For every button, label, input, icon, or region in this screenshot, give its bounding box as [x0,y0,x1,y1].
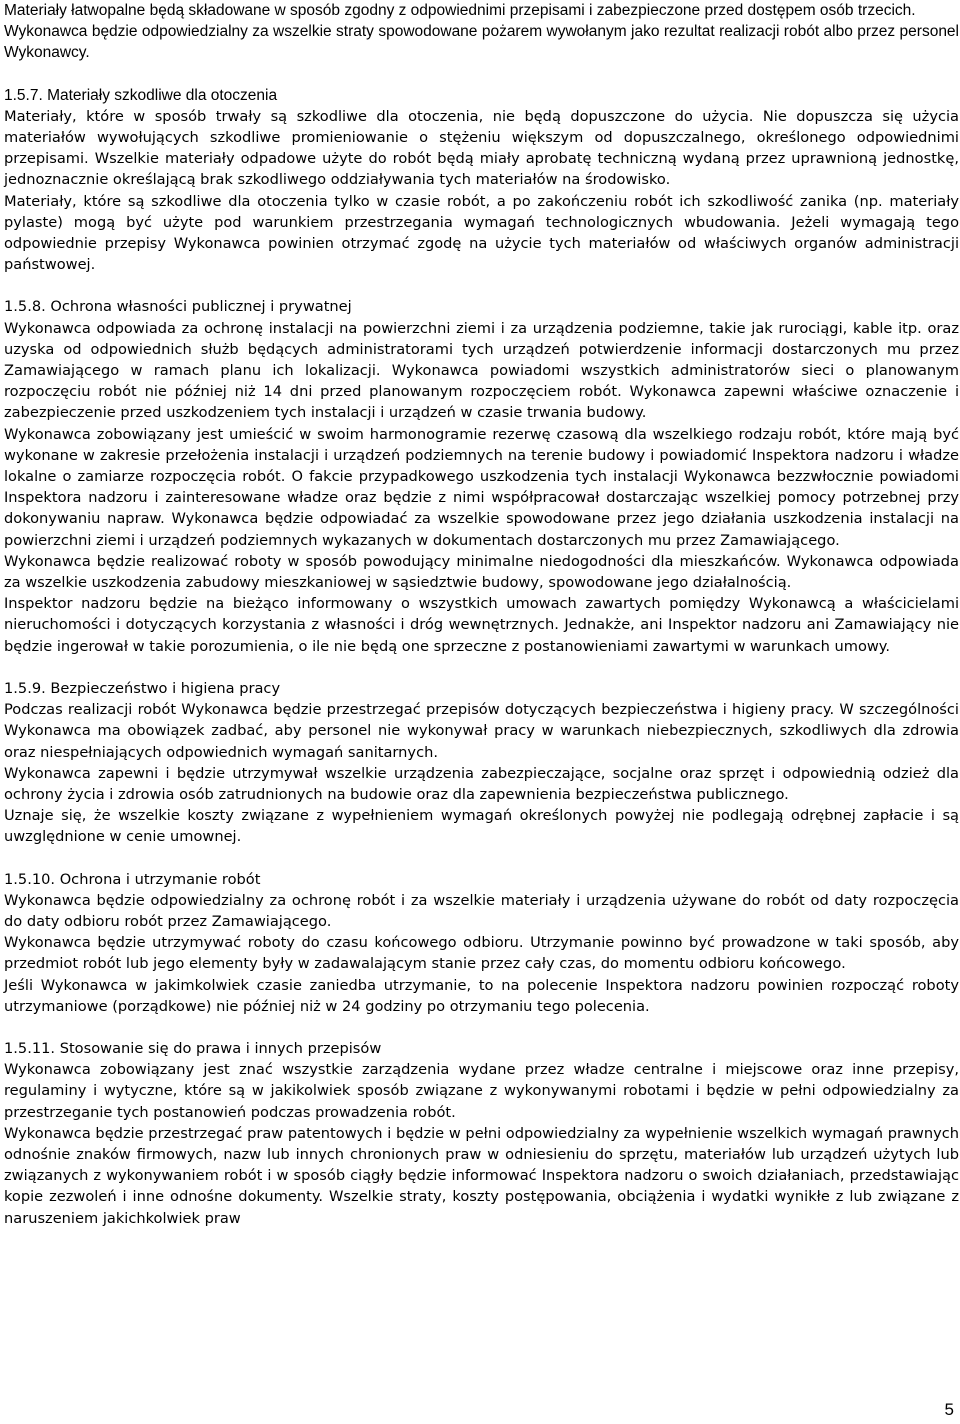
paragraph: Podczas realizacji robót Wykonawca będzie przestrzegać przepisów dotyczących bezpieczeństwa i higieny pracy. W szczególności Wykonawca ma obowiązek zadbać, aby personel nie wykonywał pracy w warunkach niebezpiecznych, szkodliwych dla zdrowia oraz niespełniających odpowiednich wymagań sanitarnych. [4,701,959,761]
section-gap [4,657,959,678]
paragraph: Wykonawca zapewni i będzie utrzymywał wszelkie urządzenia zabezpieczające, socjalne oraz sprzęt i odpowiednią odzież dla ochrony życia i zdrowia osób zatrudnionych na budowie oraz dla zapewnienia bezpieczeństwa publicznego. [4,764,959,803]
paragraph: Materiały, które są szkodliwe dla otoczenia tylko w czasie robót, a po zakończeniu robót ich szkodliwość zanika (np. materiały pylaste) mogą być użyte pod warunkiem przestrzegania wymagań technologicznych wbudowania. Jeżeli wymagają tego odpowiednie przepisy Wykonawca powinien otrzymać zgodę na użycie tych materiałów od właściwych organów administracji państwowej. [4,192,959,274]
section-heading: 1.5.10. Ochrona i utrzymanie robót [4,870,261,888]
section-heading: 1.5.8. Ochrona własności publicznej i prywatnej [4,298,352,316]
paragraph: Wykonawca będzie odpowiedzialny za wszelkie straty spowodowane pożarem wywołanym jako rezultat realizacji robót albo przez personel Wykonawcy. [4,23,959,62]
paragraph: Wykonawca zobowiązany jest znać wszystkie zarządzenia wydane przez władze centralne i miejscowe oraz inne przepisy, regulaminy i wytyczne, które są w jakikolwiek sposób związane z wykonywanymi robotami i będzie w pełni odpowiedzialny za przestrzeganie tych postanowień podczas prowadzenia robót. [4,1061,959,1121]
document-body [4,0,959,1229]
paragraph: Materiały, które w sposób trwały są szkodliwe dla otoczenia, nie będą dopuszczone do użycia. Nie dopuszcza się użycia materiałów wywołujących szkodliwe promieniowanie o stężeniu większym od dopuszczalnego, określonego odpowiednimi przepisami. Wszelkie materiały odpadowe użyte do robót będą miały aprobatę techniczną wydaną przez uprawnioną jednostkę, jednoznacznie określającą brak szkodliwego oddziaływania tych materiałów na środowisko. [4,107,959,189]
paragraph: Materiały łatwopalne będą składowane w sposób zgodny z odpowiednimi przepisami i zabezpieczone przed dostępem osób trzecich. [4,2,916,19]
section-gap [4,64,959,85]
page-number: 5 [944,1400,954,1419]
paragraph: Wykonawca będzie realizować roboty w sposób powodujący minimalne niedogodności dla mieszkańców. Wykonawca odpowiada za wszelkie uszkodzenia zabudowy mieszkaniowej w sąsiedztwie budowy, spowodowane jego działalnością. [4,552,959,592]
section-gap [4,275,959,296]
paragraph: Wykonawca będzie utrzymywać roboty do czasu końcowego odbioru. Utrzymanie powinno być prowadzone w taki sposób, aby przedmiot robót lub jego elementy były w zadawalającym stanie przez cały czas, do momentu odbioru końcowego. [4,934,959,973]
paragraph: Jeśli Wykonawca w jakimkolwiek czasie zaniedba utrzymanie, to na polecenie Inspektora nadzoru powinien rozpocząć roboty utrzymaniowe (porządkowe) nie później niż w 24 godziny po otrzymaniu tego polecenia. [4,976,959,1015]
section-heading: 1.5.9. Bezpieczeństwo i higiena pracy [4,679,281,697]
section-gap [4,1017,959,1038]
section-heading: 1.5.7. Materiały szkodliwe dla otoczenia [4,86,278,104]
section-heading: 1.5.11. Stosowanie się do prawa i innych przepisów [4,1039,382,1057]
paragraph: Inspektor nadzoru będzie na bieżąco informowany o wszystkich umowach zawartych pomiędzy Wykonawcą a właścicielami nieruchomości i dotyczących korzystania z własności i dróg wewnętrznych. Jednakże, ani Inspektor nadzoru ani Zamawiający nie będzie ingerował w takie porozumienia, o ile nie będą one sprzeczne z postanowieniami zawartymi w warunkach umowy. [4,595,959,655]
section-gap [4,848,959,869]
paragraph: Wykonawca będzie odpowiedzialny za ochronę robót i za wszelkie materiały i urządzenia używane do robót od daty rozpoczęcia do daty odbioru robót przez Zamawiającego. [4,891,959,930]
paragraph: Uznaje się, że wszelkie koszty związane z wypełnieniem wymagań określonych powyżej nie podlegają odrębnej zapłacie i są uwzględnione w cenie umownej. [4,807,959,846]
document-page [4,0,959,1229]
paragraph: Wykonawca odpowiada za ochronę instalacji na powierzchni ziemi i za urządzenia podziemne, takie jak rurociągi, kable itp. oraz uzyska od odpowiednich służb będących administratorami tych urządzeń potwierdzenie informacji dostarczonych mu przez Zamawiającego w ramach planu ich lokalizacji. Wykonawca powiadomi wszystkich administratorów sieci o planowanym rozpoczęciu robót nie później niż 14 dni przed planowanym rozpoczęciem robót. Wykonawca zapewni właściwe oznaczenie i zabezpieczenie przed uszkodzeniem tych instalacji i urządzeń w czasie trwania budowy. [4,319,959,422]
paragraph: Wykonawca zobowiązany jest umieścić w swoim harmonogramie rezerwę czasową dla wszelkiego rodzaju robót, które mają być wykonane w zakresie przełożenia instalacji i urządzeń podziemnych na terenie budowy i powiadomić Inspektora nadzoru i władze lokalne o zamiarze rozpoczęcia robót. O fakcie przypadkowego uszkodzenia tych instalacji Wykonawca bezzwłocznie powiadomi Inspektora nadzoru i zainteresowane władze oraz będzie z nimi współpracował dostarczając wszelkiej pomocy potrzebnej przy dokonywaniu napraw. Wykonawca będzie odpowiadać za wszelkie spowodowane przez jego działania uszkodzenia instalacji na powierzchni ziemi i urządzeń podziemnych wykazanych w dokumentach dostarczonych mu przez Zamawiającego. [4,425,959,549]
paragraph: Wykonawca będzie przestrzegać praw patentowych i będzie w pełni odpowiedzialny za wypełnienie wszelkich wymagań prawnych odnośnie znaków firmowych, nazw lub innych chronionych praw w odniesieniu do sprzętu, materiałów lub urządzeń użytych lub związanych z wykonywaniem robót i w sposób ciągły będzie informować Inspektora nadzoru o swoich działaniach, przedstawiając kopie zezwoleń i inne odnośne dokumenty. Wszelkie straty, koszty postępowania, obciążenia i wydatki wynikłe z lub związane z naruszeniem jakichkolwiek praw [4,1124,959,1227]
